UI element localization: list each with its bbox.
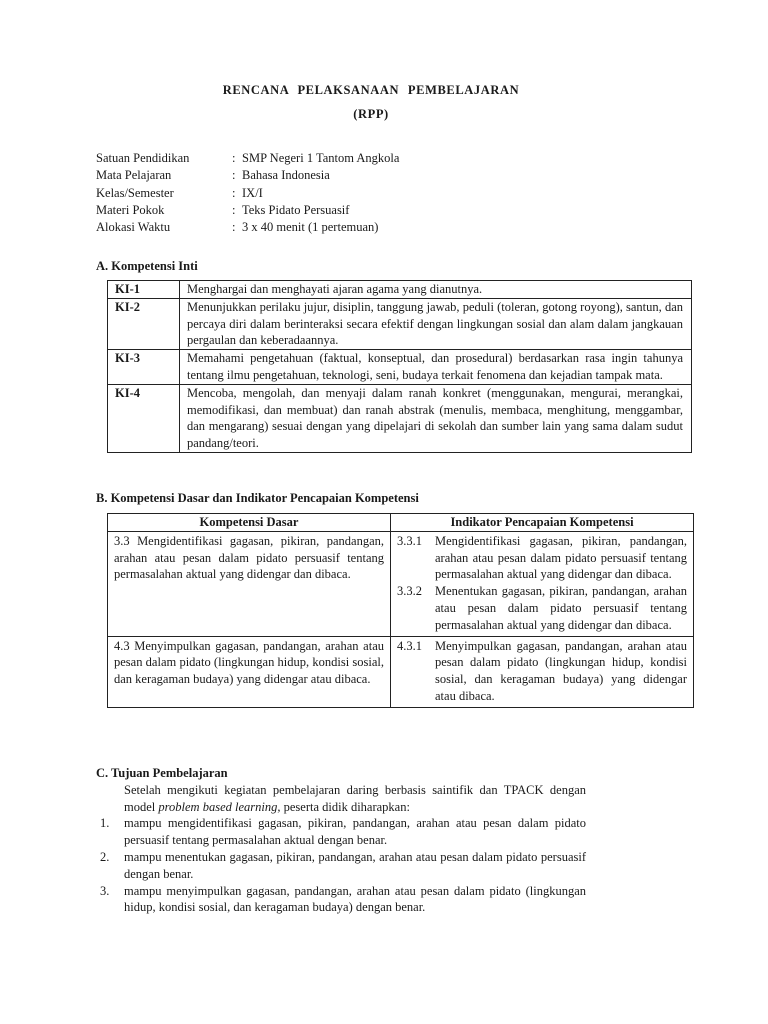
section-a-heading: A. Kompetensi Inti <box>96 259 198 273</box>
indicator-text: Menentukan gagasan, pikiran, pandangan, arahan atau pesan dalam pidato persuasif tentang permasalahan aktual yang didengar dan dibaca. <box>435 584 687 632</box>
list-text: mampu menentukan gagasan, pikiran, pandangan, arahan atau pesan dalam pidato persuasif dengan benar. <box>124 849 586 881</box>
table-row <box>108 384 692 452</box>
table-row <box>108 298 692 349</box>
list-number: 1. <box>100 816 110 831</box>
identity-row <box>96 150 656 167</box>
identity-value: Teks Pidato Persuasif <box>242 202 350 217</box>
identity-label: Satuan Pendidikan <box>96 151 190 165</box>
identity-label: Materi Pokok <box>96 202 165 217</box>
objective-list <box>96 815 586 916</box>
ki-code: KI-3 <box>108 350 180 385</box>
identity-row <box>96 185 656 202</box>
list-text: mampu mengidentifikasi gagasan, pikiran, pandangan, arahan atau pesan dalam pidato persuasif tentang permasalahan aktual dengan benar. <box>124 816 586 848</box>
identity-block <box>96 150 656 236</box>
indicator-number: 4.3.1 <box>397 638 422 653</box>
indicator-cell <box>391 636 694 707</box>
identity-value: 3 x 40 menit (1 pertemuan) <box>242 220 379 235</box>
ki-code: KI-1 <box>108 281 180 299</box>
indicator-number: 3.3.1 <box>397 533 422 548</box>
identity-colon: : <box>232 185 236 200</box>
identity-label: Mata Pelajaran <box>96 168 172 183</box>
table-row <box>108 350 692 385</box>
list-number: 2. <box>100 849 110 864</box>
ki-text: Mencoba, mengolah, dan menyaji dalam ranah konkret (menggunakan, mengurai, merangkai, memodifikasi, dan membuat) dan ranah abstrak (menulis, membaca, menghitung, menggambar, dan mengarang) sesuai dengan yang dipelajari di sekolah dan sumber lain yang sama dalam sudut pandang/teori. <box>180 384 692 452</box>
section-c-intro <box>96 782 586 816</box>
identity-value: SMP Negeri 1 Tantom Angkola <box>242 151 400 165</box>
indicator-text: Menyimpulkan gagasan, pandangan, arahan atau pesan dalam pidato (lingkungan hidup, kondisi sosial, dan keragaman budaya) yang didengar atau dibaca. <box>435 638 687 703</box>
indicator-item <box>397 583 687 633</box>
ki-code: KI-4 <box>108 384 180 452</box>
ki-text: Menunjukkan perilaku jujur, disiplin, tanggung jawab, peduli (toleran, gotong royong), santun, dan percaya diri dalam berinteraksi secara efektif dengan lingkungan sosial dan alam dalam jangkauan pergaulan dan keberadaannya. <box>180 298 692 349</box>
table-row <box>108 636 694 707</box>
intro-emphasis: problem based learning, <box>158 799 281 814</box>
identity-colon: : <box>232 220 236 235</box>
indicator-item <box>397 638 687 705</box>
identity-colon: : <box>232 168 236 183</box>
document-subtitle: (RPP) <box>353 107 389 121</box>
identity-colon: : <box>232 151 236 165</box>
document-title: RENCANA PELAKSANAAN PEMBELAJARAN <box>222 83 520 97</box>
identity-colon: : <box>232 202 236 217</box>
column-header-ipk: Indikator Pencapaian Kompetensi <box>391 514 694 532</box>
section-b-heading: B. Kompetensi Dasar dan Indikator Pencapaian Kompetensi <box>96 491 419 505</box>
kd-cell: 3.3 Mengidentifikasi gagasan, pikiran, pandangan, arahan atau pesan dalam pidato persuasif tentang permasalahan aktual yang didengar dan dibaca. <box>108 531 391 636</box>
intro-text-b: peserta didik diharapkan: <box>280 799 410 814</box>
kompetensi-inti-table <box>107 280 692 453</box>
list-item <box>96 883 586 917</box>
ki-code: KI-2 <box>108 298 180 349</box>
list-text: mampu menyimpulkan gagasan, pandangan, arahan atau pesan dalam pidato (lingkungan hidup, kondisi sosial, dan keragaman budaya) dengan benar. <box>124 883 586 915</box>
column-header-kd: Kompetensi Dasar <box>108 514 391 532</box>
intro-text-a: Setelah mengikuti kegiatan pembelajaran daring berbasis saintifik dan TPACK dengan model <box>124 782 586 814</box>
identity-label: Alokasi Waktu <box>96 220 171 235</box>
section-c <box>96 765 586 916</box>
ki-text: Menghargai dan menghayati ajaran agama yang dianutnya. <box>180 281 692 299</box>
identity-row <box>96 202 656 219</box>
kompetensi-dasar-table <box>107 513 694 708</box>
list-item <box>96 815 586 849</box>
table-header-row <box>108 514 694 532</box>
indicator-number: 3.3.2 <box>397 584 422 599</box>
table-row <box>108 531 694 636</box>
ki-text: Memahami pengetahuan (faktual, konseptual, dan prosedural) berdasarkan rasa ingin tahunya tentang ilmu pengetahuan, teknologi, seni, budaya terkait fenomena dan kejadian tampak mata. <box>180 350 692 385</box>
indicator-item <box>397 533 687 583</box>
identity-row <box>96 219 656 236</box>
section-c-heading: C. Tujuan Pembelajaran <box>96 766 228 780</box>
identity-value: IX/I <box>242 185 263 200</box>
table-row <box>108 281 692 299</box>
identity-label: Kelas/Semester <box>96 185 174 200</box>
indicator-text: Mengidentifikasi gagasan, pikiran, pandangan, arahan atau pesan dalam pidato persuasif tentang permasalahan aktual yang didengar dan dibaca. <box>435 533 687 582</box>
kd-cell: 4.3 Menyimpulkan gagasan, pandangan, arahan atau pesan dalam pidato (lingkungan hidup, kondisi sosial, dan keragaman budaya) yang didengar atau dibaca. <box>108 636 391 707</box>
identity-value: Bahasa Indonesia <box>242 168 330 183</box>
list-item <box>96 849 586 883</box>
identity-row <box>96 167 656 184</box>
list-number: 3. <box>100 883 110 898</box>
indicator-cell <box>391 531 694 636</box>
